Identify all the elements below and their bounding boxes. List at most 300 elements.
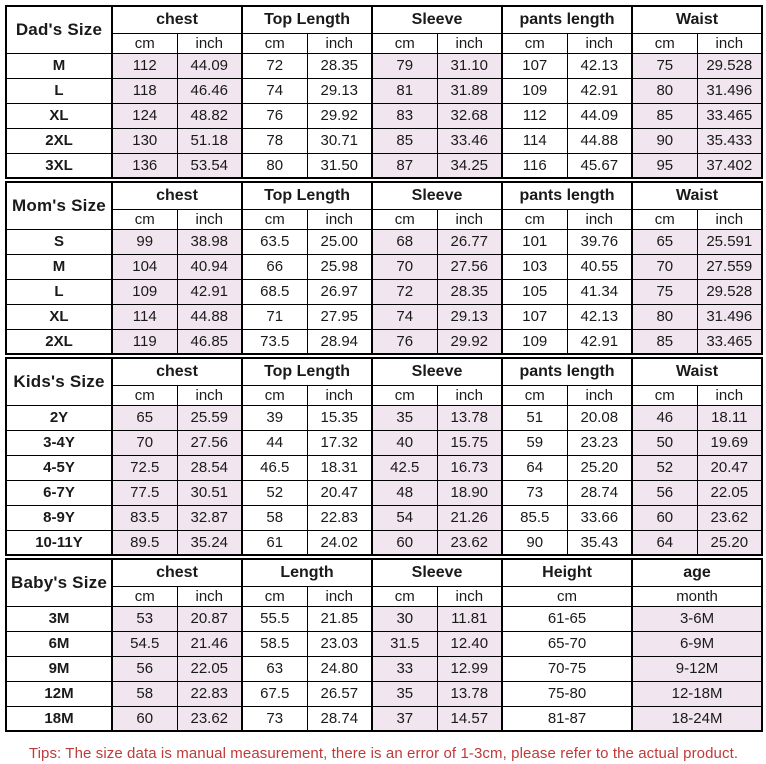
- value-cell: 112: [502, 103, 567, 128]
- table-row: [6, 53, 762, 78]
- column-group-header: chest: [112, 559, 242, 586]
- size-label: 3-4Y: [6, 430, 112, 455]
- tips-note: Tips: The size data is manual measurement, there is an error of 1-3cm, please refer to the actual product.: [28, 745, 739, 762]
- value-cell: 75-80: [502, 681, 632, 706]
- column-group-header: chest: [112, 182, 242, 209]
- table-row: [6, 103, 762, 128]
- value-cell: 85.5: [502, 505, 567, 530]
- value-cell: 51: [502, 405, 567, 430]
- value-cell: 35.433: [697, 128, 762, 153]
- value-cell: 70: [632, 254, 697, 279]
- value-cell: 12-18M: [632, 681, 762, 706]
- value-cell: 74: [372, 304, 437, 329]
- value-cell: 44.09: [177, 53, 242, 78]
- section-title: Mom's Size: [6, 182, 112, 229]
- value-cell: 83: [372, 103, 437, 128]
- value-cell: 52: [632, 455, 697, 480]
- value-cell: 104: [112, 254, 177, 279]
- unit-header: inch: [307, 385, 372, 405]
- value-cell: 23.62: [437, 530, 502, 555]
- size-label: M: [6, 53, 112, 78]
- table-row: [6, 430, 762, 455]
- size-label: 4-5Y: [6, 455, 112, 480]
- column-group-header: chest: [112, 358, 242, 385]
- value-cell: 31.496: [697, 304, 762, 329]
- unit-header: cm: [632, 209, 697, 229]
- unit-header: inch: [567, 209, 632, 229]
- column-group-header: Height: [502, 559, 632, 586]
- value-cell: 41.34: [567, 279, 632, 304]
- column-group-header: pants length: [502, 358, 632, 385]
- unit-header: inch: [177, 586, 242, 606]
- value-cell: 22.83: [307, 505, 372, 530]
- value-cell: 26.77: [437, 229, 502, 254]
- value-cell: 54: [372, 505, 437, 530]
- unit-header: cm: [502, 209, 567, 229]
- column-group-header: pants length: [502, 182, 632, 209]
- unit-header: cm: [502, 385, 567, 405]
- table-row: [6, 254, 762, 279]
- table-row: [6, 480, 762, 505]
- value-cell: 19.69: [697, 430, 762, 455]
- value-cell: 25.591: [697, 229, 762, 254]
- table-row: [6, 229, 762, 254]
- value-cell: 90: [632, 128, 697, 153]
- table-row: [6, 530, 762, 555]
- value-cell: 35: [372, 681, 437, 706]
- unit-header: cm: [502, 33, 567, 53]
- value-cell: 59: [502, 430, 567, 455]
- value-cell: 90: [502, 530, 567, 555]
- value-cell: 22.05: [177, 656, 242, 681]
- value-cell: 27.559: [697, 254, 762, 279]
- value-cell: 31.5: [372, 631, 437, 656]
- mom-s-size-table: [5, 181, 763, 355]
- value-cell: 29.92: [307, 103, 372, 128]
- value-cell: 31.496: [697, 78, 762, 103]
- value-cell: 67.5: [242, 681, 307, 706]
- value-cell: 3-6M: [632, 606, 762, 631]
- value-cell: 60: [372, 530, 437, 555]
- unit-header: cm: [242, 385, 307, 405]
- value-cell: 29.92: [437, 329, 502, 354]
- value-cell: 34.25: [437, 153, 502, 178]
- size-label: XL: [6, 304, 112, 329]
- value-cell: 44: [242, 430, 307, 455]
- value-cell: 15.75: [437, 430, 502, 455]
- value-cell: 35: [372, 405, 437, 430]
- unit-header: inch: [567, 385, 632, 405]
- value-cell: 31.10: [437, 53, 502, 78]
- value-cell: 70: [112, 430, 177, 455]
- value-cell: 109: [112, 279, 177, 304]
- unit-header: inch: [307, 586, 372, 606]
- value-cell: 46.85: [177, 329, 242, 354]
- value-cell: 27.56: [177, 430, 242, 455]
- value-cell: 50: [632, 430, 697, 455]
- value-cell: 55.5: [242, 606, 307, 631]
- section-title: Dad's Size: [6, 6, 112, 53]
- value-cell: 66: [242, 254, 307, 279]
- value-cell: 21.85: [307, 606, 372, 631]
- unit-header: cm: [242, 209, 307, 229]
- unit-header: cm: [112, 209, 177, 229]
- value-cell: 74: [242, 78, 307, 103]
- value-cell: 64: [502, 455, 567, 480]
- table-row: [6, 304, 762, 329]
- value-cell: 105: [502, 279, 567, 304]
- table-row: [6, 706, 762, 731]
- value-cell: 76: [242, 103, 307, 128]
- value-cell: 27.56: [437, 254, 502, 279]
- value-cell: 33.66: [567, 505, 632, 530]
- value-cell: 63: [242, 656, 307, 681]
- table-row: [6, 455, 762, 480]
- value-cell: 80: [242, 153, 307, 178]
- value-cell: 33: [372, 656, 437, 681]
- unit-header: inch: [437, 385, 502, 405]
- value-cell: 26.97: [307, 279, 372, 304]
- value-cell: 60: [632, 505, 697, 530]
- unit-header: cm: [372, 33, 437, 53]
- value-cell: 72.5: [112, 455, 177, 480]
- value-cell: 136: [112, 153, 177, 178]
- value-cell: 60: [112, 706, 177, 731]
- value-cell: 35.43: [567, 530, 632, 555]
- value-cell: 65: [632, 229, 697, 254]
- unit-header: cm: [112, 385, 177, 405]
- unit-header: cm: [112, 586, 177, 606]
- value-cell: 114: [502, 128, 567, 153]
- value-cell: 18.31: [307, 455, 372, 480]
- value-cell: 44.88: [567, 128, 632, 153]
- value-cell: 85: [632, 329, 697, 354]
- size-label: 6M: [6, 631, 112, 656]
- value-cell: 20.47: [697, 455, 762, 480]
- column-group-header: Top Length: [242, 358, 372, 385]
- value-cell: 20.47: [307, 480, 372, 505]
- value-cell: 21.26: [437, 505, 502, 530]
- column-group-header: Sleeve: [372, 182, 502, 209]
- table-row: [6, 128, 762, 153]
- value-cell: 75: [632, 53, 697, 78]
- column-group-header: pants length: [502, 6, 632, 33]
- value-cell: 68: [372, 229, 437, 254]
- dad-s-size-table: [5, 5, 763, 179]
- unit-header: cm: [242, 33, 307, 53]
- value-cell: 25.59: [177, 405, 242, 430]
- unit-header: inch: [697, 33, 762, 53]
- unit-header: cm: [372, 385, 437, 405]
- value-cell: 103: [502, 254, 567, 279]
- size-label: 10-11Y: [6, 530, 112, 555]
- size-label: 2Y: [6, 405, 112, 430]
- unit-header: inch: [697, 209, 762, 229]
- value-cell: 18.11: [697, 405, 762, 430]
- value-cell: 24.02: [307, 530, 372, 555]
- column-group-header: Length: [242, 559, 372, 586]
- table-row: [6, 153, 762, 178]
- value-cell: 130: [112, 128, 177, 153]
- value-cell: 40.94: [177, 254, 242, 279]
- value-cell: 37: [372, 706, 437, 731]
- value-cell: 22.05: [697, 480, 762, 505]
- value-cell: 9-12M: [632, 656, 762, 681]
- value-cell: 118: [112, 78, 177, 103]
- value-cell: 109: [502, 78, 567, 103]
- value-cell: 21.46: [177, 631, 242, 656]
- value-cell: 28.94: [307, 329, 372, 354]
- value-cell: 28.35: [437, 279, 502, 304]
- value-cell: 32.87: [177, 505, 242, 530]
- baby-s-size-table: [5, 558, 763, 732]
- value-cell: 68.5: [242, 279, 307, 304]
- value-cell: 52: [242, 480, 307, 505]
- column-group-header: Waist: [632, 358, 762, 385]
- size-label: 3XL: [6, 153, 112, 178]
- value-cell: 46.46: [177, 78, 242, 103]
- value-cell: 30: [372, 606, 437, 631]
- value-cell: 20.87: [177, 606, 242, 631]
- unit-header: cm: [372, 586, 437, 606]
- value-cell: 101: [502, 229, 567, 254]
- size-label: L: [6, 279, 112, 304]
- value-cell: 53.54: [177, 153, 242, 178]
- value-cell: 23.23: [567, 430, 632, 455]
- value-cell: 28.54: [177, 455, 242, 480]
- column-group-header: Sleeve: [372, 559, 502, 586]
- value-cell: 51.18: [177, 128, 242, 153]
- value-cell: 23.62: [177, 706, 242, 731]
- table-row: [6, 631, 762, 656]
- value-cell: 83.5: [112, 505, 177, 530]
- size-tables-container: [5, 5, 762, 732]
- value-cell: 42.13: [567, 53, 632, 78]
- value-cell: 42.13: [567, 304, 632, 329]
- value-cell: 30.51: [177, 480, 242, 505]
- unit-header: cm: [632, 385, 697, 405]
- column-group-header: age: [632, 559, 762, 586]
- value-cell: 25.20: [697, 530, 762, 555]
- kids-s-size-table: [5, 357, 763, 556]
- size-label: M: [6, 254, 112, 279]
- value-cell: 56: [632, 480, 697, 505]
- unit-header: inch: [437, 209, 502, 229]
- unit-header: inch: [177, 33, 242, 53]
- value-cell: 33.465: [697, 103, 762, 128]
- unit-header: cm: [632, 33, 697, 53]
- value-cell: 46.5: [242, 455, 307, 480]
- value-cell: 54.5: [112, 631, 177, 656]
- section-title: Baby's Size: [6, 559, 112, 606]
- unit-header: cm: [372, 209, 437, 229]
- column-group-header: Top Length: [242, 6, 372, 33]
- size-label: L: [6, 78, 112, 103]
- value-cell: 20.08: [567, 405, 632, 430]
- value-cell: 42.91: [567, 329, 632, 354]
- value-cell: 22.83: [177, 681, 242, 706]
- value-cell: 42.91: [177, 279, 242, 304]
- value-cell: 39.76: [567, 229, 632, 254]
- value-cell: 48.82: [177, 103, 242, 128]
- value-cell: 42.91: [567, 78, 632, 103]
- value-cell: 39: [242, 405, 307, 430]
- size-label: 6-7Y: [6, 480, 112, 505]
- value-cell: 77.5: [112, 480, 177, 505]
- value-cell: 44.09: [567, 103, 632, 128]
- value-cell: 65: [112, 405, 177, 430]
- value-cell: 80: [632, 78, 697, 103]
- value-cell: 65-70: [502, 631, 632, 656]
- table-row: [6, 279, 762, 304]
- value-cell: 99: [112, 229, 177, 254]
- value-cell: 72: [242, 53, 307, 78]
- value-cell: 16.73: [437, 455, 502, 480]
- column-group-header: Sleeve: [372, 6, 502, 33]
- value-cell: 32.68: [437, 103, 502, 128]
- value-cell: 24.80: [307, 656, 372, 681]
- value-cell: 73.5: [242, 329, 307, 354]
- unit-header: inch: [307, 33, 372, 53]
- value-cell: 30.71: [307, 128, 372, 153]
- column-group-header: Waist: [632, 6, 762, 33]
- value-cell: 37.402: [697, 153, 762, 178]
- value-cell: 25.20: [567, 455, 632, 480]
- value-cell: 85: [632, 103, 697, 128]
- value-cell: 63.5: [242, 229, 307, 254]
- value-cell: 72: [372, 279, 437, 304]
- table-row: [6, 681, 762, 706]
- value-cell: 31.50: [307, 153, 372, 178]
- value-cell: 81: [372, 78, 437, 103]
- value-cell: 27.95: [307, 304, 372, 329]
- value-cell: 40.55: [567, 254, 632, 279]
- value-cell: 17.32: [307, 430, 372, 455]
- column-group-header: chest: [112, 6, 242, 33]
- unit-header: cm: [112, 33, 177, 53]
- value-cell: 79: [372, 53, 437, 78]
- value-cell: 116: [502, 153, 567, 178]
- value-cell: 35.24: [177, 530, 242, 555]
- unit-header: inch: [437, 33, 502, 53]
- value-cell: 53: [112, 606, 177, 631]
- value-cell: 61-65: [502, 606, 632, 631]
- unit-header: cm: [502, 586, 632, 606]
- unit-header: inch: [177, 385, 242, 405]
- value-cell: 58: [242, 505, 307, 530]
- value-cell: 29.528: [697, 53, 762, 78]
- value-cell: 29.528: [697, 279, 762, 304]
- value-cell: 23.62: [697, 505, 762, 530]
- value-cell: 70: [372, 254, 437, 279]
- table-row: [6, 505, 762, 530]
- value-cell: 29.13: [437, 304, 502, 329]
- value-cell: 12.40: [437, 631, 502, 656]
- table-row: [6, 78, 762, 103]
- value-cell: 23.03: [307, 631, 372, 656]
- value-cell: 14.57: [437, 706, 502, 731]
- value-cell: 12.99: [437, 656, 502, 681]
- value-cell: 109: [502, 329, 567, 354]
- value-cell: 80: [632, 304, 697, 329]
- value-cell: 73: [502, 480, 567, 505]
- value-cell: 112: [112, 53, 177, 78]
- value-cell: 18.90: [437, 480, 502, 505]
- value-cell: 13.78: [437, 681, 502, 706]
- size-label: 8-9Y: [6, 505, 112, 530]
- value-cell: 76: [372, 329, 437, 354]
- size-label: 18M: [6, 706, 112, 731]
- value-cell: 95: [632, 153, 697, 178]
- value-cell: 85: [372, 128, 437, 153]
- table-row: [6, 656, 762, 681]
- value-cell: 114: [112, 304, 177, 329]
- value-cell: 56: [112, 656, 177, 681]
- unit-header: inch: [437, 586, 502, 606]
- size-label: S: [6, 229, 112, 254]
- value-cell: 18-24M: [632, 706, 762, 731]
- table-row: [6, 329, 762, 354]
- value-cell: 78: [242, 128, 307, 153]
- size-label: 12M: [6, 681, 112, 706]
- unit-header: inch: [307, 209, 372, 229]
- value-cell: 73: [242, 706, 307, 731]
- value-cell: 58.5: [242, 631, 307, 656]
- column-group-header: Top Length: [242, 182, 372, 209]
- value-cell: 124: [112, 103, 177, 128]
- value-cell: 70-75: [502, 656, 632, 681]
- unit-header: cm: [242, 586, 307, 606]
- value-cell: 107: [502, 53, 567, 78]
- value-cell: 28.74: [307, 706, 372, 731]
- value-cell: 107: [502, 304, 567, 329]
- value-cell: 45.67: [567, 153, 632, 178]
- value-cell: 28.74: [567, 480, 632, 505]
- table-row: [6, 405, 762, 430]
- value-cell: 29.13: [307, 78, 372, 103]
- value-cell: 71: [242, 304, 307, 329]
- value-cell: 64: [632, 530, 697, 555]
- value-cell: 26.57: [307, 681, 372, 706]
- unit-header: inch: [567, 33, 632, 53]
- value-cell: 87: [372, 153, 437, 178]
- value-cell: 25.00: [307, 229, 372, 254]
- value-cell: 61: [242, 530, 307, 555]
- size-label: XL: [6, 103, 112, 128]
- unit-header: inch: [697, 385, 762, 405]
- value-cell: 75: [632, 279, 697, 304]
- value-cell: 119: [112, 329, 177, 354]
- column-group-header: Sleeve: [372, 358, 502, 385]
- value-cell: 25.98: [307, 254, 372, 279]
- size-label: 9M: [6, 656, 112, 681]
- value-cell: 31.89: [437, 78, 502, 103]
- value-cell: 15.35: [307, 405, 372, 430]
- column-group-header: Waist: [632, 182, 762, 209]
- value-cell: 48: [372, 480, 437, 505]
- value-cell: 38.98: [177, 229, 242, 254]
- value-cell: 58: [112, 681, 177, 706]
- unit-header: month: [632, 586, 762, 606]
- value-cell: 42.5: [372, 455, 437, 480]
- value-cell: 44.88: [177, 304, 242, 329]
- unit-header: inch: [177, 209, 242, 229]
- size-label: 2XL: [6, 128, 112, 153]
- value-cell: 6-9M: [632, 631, 762, 656]
- table-row: [6, 606, 762, 631]
- section-title: Kids's Size: [6, 358, 112, 405]
- size-label: 2XL: [6, 329, 112, 354]
